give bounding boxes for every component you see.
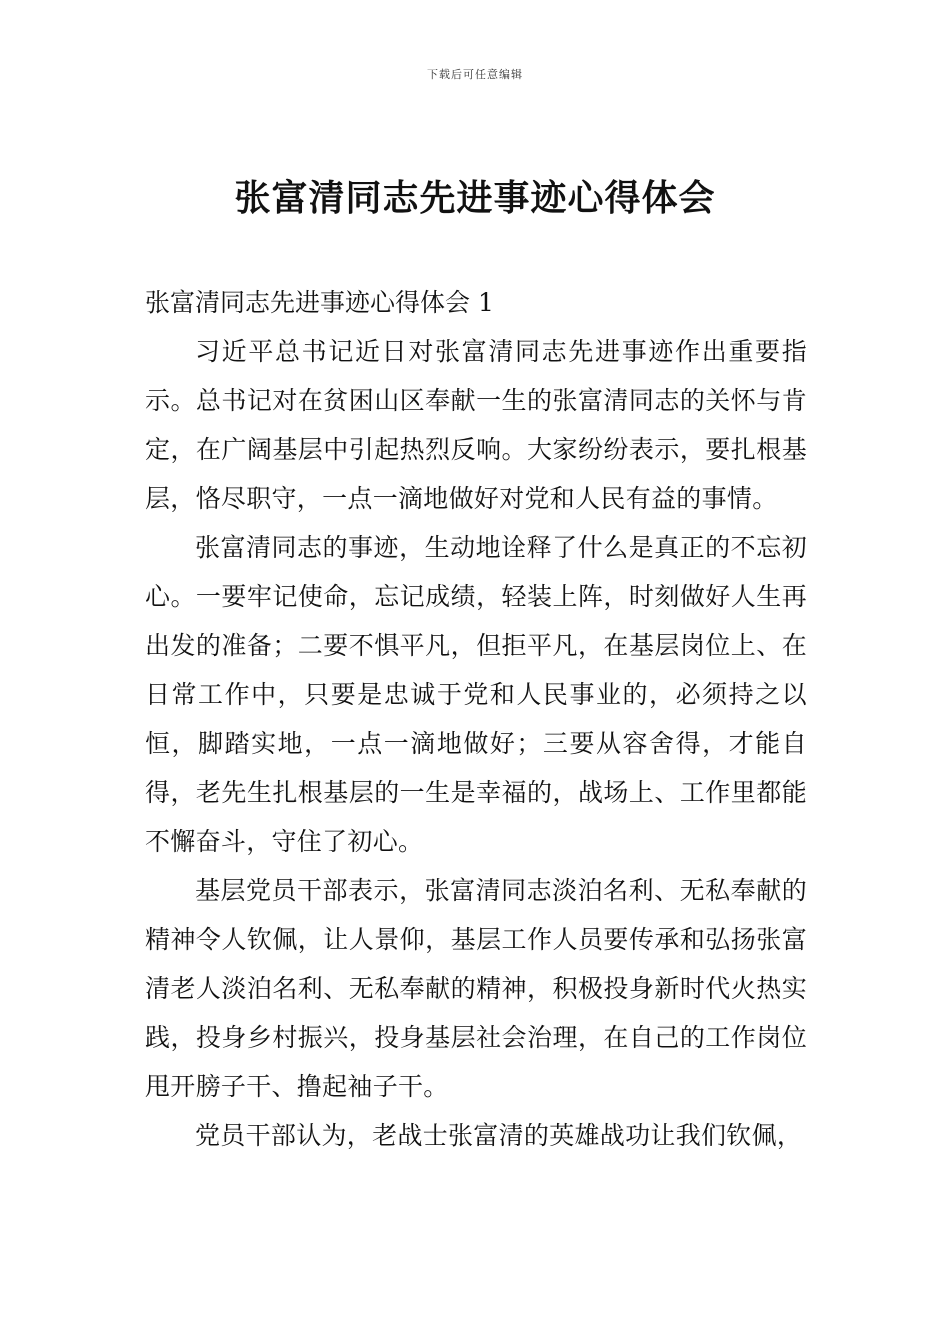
document-body — [145, 278, 807, 1160]
paragraph-4: 党员干部认为，老战士张富清的英雄战功让我们钦佩， — [195, 1121, 803, 1150]
document-title: 张富清同志先进事迹心得体会 — [234, 178, 716, 219]
paragraph-3: 基层党员干部表示，张富清同志淡泊名利、无私奉献的精神令人钦佩，让人景仰，基层工作人员要传承和弘扬张富清老人淡泊名利、无私奉献的精神，积极投身新时代火热实践，投身乡村振兴，投身基层社会治理，在自己的工作岗位甩开膀子干、撸起袖子干。 — [145, 876, 807, 1101]
section-subtitle: 张富清同志先进事迹心得体会 1 — [145, 288, 494, 317]
paragraph-2: 张富清同志的事迹，生动地诠释了什么是真正的不忘初心。一要牢记使命，忘记成绩，轻装上阵，时刻做好人生再出发的准备；二要不惧平凡，但拒平凡，在基层岗位上、在日常工作中，只要是忠诚于党和人民事业的，必须持之以恒，脚踏实地，一点一滴地做好；三要从容舍得，才能自得，老先生扎根基层的一生是幸福的，战场上、工作里都能不懈奋斗，守住了初心。 — [145, 533, 807, 856]
paragraph-1: 习近平总书记近日对张富清同志先进事迹作出重要指示。总书记对在贫困山区奉献一生的张富清同志的关怀与肯定，在广阔基层中引起热烈反响。大家纷纷表示，要扎根基层，恪尽职守，一点一滴地做好对党和人民有益的事情。 — [145, 337, 807, 513]
header-note: 下载后可任意编辑 — [427, 68, 523, 81]
